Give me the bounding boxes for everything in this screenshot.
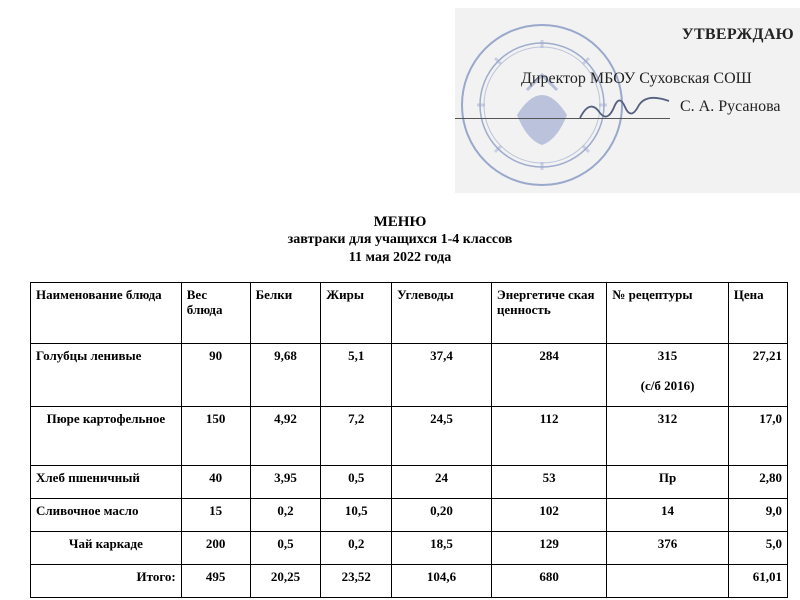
total-weight: 495 xyxy=(181,565,250,598)
cell-protein: 3,95 xyxy=(250,466,321,499)
cell-weight: 150 xyxy=(181,407,250,466)
table-row xyxy=(31,499,788,532)
recipe-number: 315 xyxy=(657,348,678,363)
header-name: Наименование блюда xyxy=(31,283,182,344)
cell-price: 27,21 xyxy=(728,344,787,407)
total-label: Итого: xyxy=(31,565,182,598)
header-carbs: Углеводы xyxy=(392,283,492,344)
cell-protein: 4,92 xyxy=(250,407,321,466)
table-total-row xyxy=(31,565,788,598)
header-fat: Жиры xyxy=(321,283,392,344)
handwritten-signature xyxy=(575,90,675,130)
total-recipe xyxy=(607,565,728,598)
header-recipe: № рецептуры xyxy=(607,283,728,344)
cell-fat: 7,2 xyxy=(321,407,392,466)
cell-energy: 284 xyxy=(491,344,606,407)
cell-recipe: Пр xyxy=(607,466,728,499)
cell-carbs: 37,4 xyxy=(392,344,492,407)
approve-director: Директор МБОУ Суховская СОШ xyxy=(521,70,752,87)
table-row xyxy=(31,532,788,565)
cell-protein: 0,5 xyxy=(250,532,321,565)
cell-carbs: 24 xyxy=(392,466,492,499)
total-energy: 680 xyxy=(491,565,606,598)
table-row xyxy=(31,466,788,499)
header-protein: Белки xyxy=(250,283,321,344)
cell-fat: 0,2 xyxy=(321,532,392,565)
total-fat: 23,52 xyxy=(321,565,392,598)
cell-name: Пюре картофельное xyxy=(31,407,182,466)
cell-recipe: 312 xyxy=(607,407,728,466)
cell-weight: 200 xyxy=(181,532,250,565)
cell-recipe: 14 xyxy=(607,499,728,532)
cell-weight: 40 xyxy=(181,466,250,499)
table-row xyxy=(31,344,788,407)
header-weight: Вес блюда xyxy=(181,283,250,344)
menu-date: 11 мая 2022 года xyxy=(348,250,452,265)
total-protein: 20,25 xyxy=(250,565,321,598)
approval-block xyxy=(455,8,800,193)
cell-price: 2,80 xyxy=(728,466,787,499)
cell-price: 9,0 xyxy=(728,499,787,532)
cell-carbs: 0,20 xyxy=(392,499,492,532)
cell-recipe: 376 xyxy=(607,532,728,565)
recipe-note: (с/б 2016) xyxy=(640,378,695,393)
cell-carbs: 18,5 xyxy=(392,532,492,565)
cell-energy: 102 xyxy=(491,499,606,532)
cell-fat: 0,5 xyxy=(321,466,392,499)
cell-name: Сливочное масло xyxy=(31,499,182,532)
cell-carbs: 24,5 xyxy=(392,407,492,466)
table-row xyxy=(31,407,788,466)
cell-weight: 90 xyxy=(181,344,250,407)
cell-weight: 15 xyxy=(181,499,250,532)
cell-name: Чай каркаде xyxy=(31,532,182,565)
cell-price: 5,0 xyxy=(728,532,787,565)
total-price: 61,01 xyxy=(728,565,787,598)
cell-recipe xyxy=(607,344,728,407)
menu-title: МЕНЮ xyxy=(373,214,427,230)
header-energy: Энергетиче ская ценность xyxy=(491,283,606,344)
table-header-row xyxy=(31,283,788,344)
cell-energy: 129 xyxy=(491,532,606,565)
approve-name: С. А. Русанова xyxy=(680,98,781,115)
cell-protein: 9,68 xyxy=(250,344,321,407)
total-carbs: 104,6 xyxy=(392,565,492,598)
menu-heading xyxy=(0,213,800,267)
cell-energy: 53 xyxy=(491,466,606,499)
header-price: Цена xyxy=(728,283,787,344)
cell-name: Хлеб пшеничный xyxy=(31,466,182,499)
cell-fat: 10,5 xyxy=(321,499,392,532)
menu-table xyxy=(30,282,788,598)
cell-energy: 112 xyxy=(491,407,606,466)
cell-name: Голубцы ленивые xyxy=(31,344,182,407)
cell-fat: 5,1 xyxy=(321,344,392,407)
approve-title: УТВЕРЖДАЮ xyxy=(681,26,794,43)
cell-price: 17,0 xyxy=(728,407,787,466)
cell-protein: 0,2 xyxy=(250,499,321,532)
menu-subtitle: завтраки для учащихся 1-4 классов xyxy=(287,232,513,247)
